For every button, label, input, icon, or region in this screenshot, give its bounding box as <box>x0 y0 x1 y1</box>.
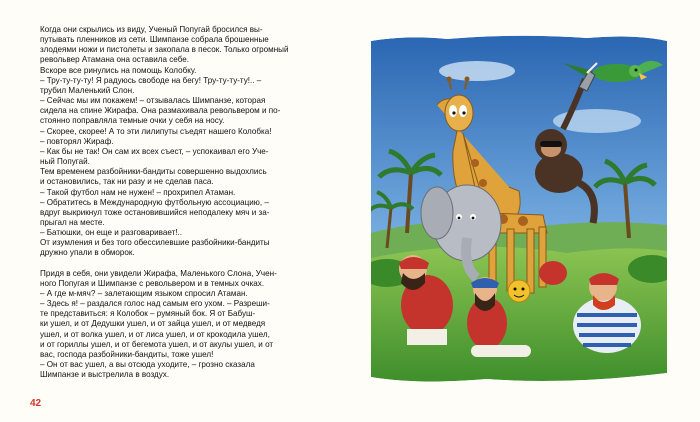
text-line: стоянно поправляла темные очки у себя на носу. <box>40 116 225 126</box>
text-line: трубил Маленький Слон. <box>40 85 135 95</box>
illustration-svg <box>367 33 671 387</box>
text-line: револьвер Атамана она оставила себе. <box>40 55 189 65</box>
story-paragraph <box>30 188 352 198</box>
text-line: дружно упали в обморок. <box>40 248 135 258</box>
page-number: 42 <box>30 398 42 409</box>
text-line: сидела на спине Жирафа. Она размахивала револьвером и по- <box>40 106 281 116</box>
text-line: Тем временем разбойники-бандиты совершенно выдохлись <box>40 167 267 177</box>
text-line: – Батюшки, он еще и разговаривает!.. <box>40 228 183 238</box>
text-line: Шимпанзе и выстрелила в воздух. <box>40 370 170 380</box>
story-paragraph <box>30 147 352 167</box>
kolobok-ball <box>508 280 530 302</box>
text-line: – Здесь я! – раздался голос над самым его ухом. – Разреши- <box>40 299 270 309</box>
story-text <box>30 25 352 380</box>
story-paragraph <box>30 198 352 228</box>
story-paragraph <box>30 299 352 360</box>
text-line: ного Попугая и Шимпанзе с револьвером и в темных очках. <box>40 278 265 288</box>
text-line: От изумления и без того обессилевшие разбойники-бандиты <box>40 238 270 248</box>
story-paragraph <box>30 167 352 187</box>
story-paragraph <box>30 228 352 238</box>
story-paragraph <box>30 127 352 147</box>
text-line: ки ушел, и от Дедушки ушел, и от зайца ушел, и от медведя <box>40 319 266 329</box>
text-line: путывать пленников из сети. Шимпанзе собрала брошенные <box>40 35 269 45</box>
story-paragraph <box>30 76 352 96</box>
text-line: вдруг выкрикнул тоже остановившийся неподалеку мяч и за- <box>40 207 270 217</box>
text-line: злодеями ножи и пистолеты и закопала в песок. Только огромный <box>40 45 289 55</box>
text-line: прыгал на месте. <box>40 217 105 227</box>
story-illustration <box>367 33 671 387</box>
story-paragraph <box>30 269 352 289</box>
story-paragraph <box>30 25 352 66</box>
text-line: Вскоре все ринулись на помощь Колобку. <box>40 65 197 75</box>
text-line: – Обратитесь в Международную футбольную ассоциацию, – <box>40 197 269 207</box>
story-paragraph <box>30 289 352 299</box>
text-line: ушел, и от волка ушел, и от лиса ушел, и от крокодила ушел, <box>40 329 270 339</box>
text-line: – Скорее, скорее! А то эти лилипуты съедят нашего Колобка! <box>40 126 272 136</box>
text-line: – Такой футбол нам не нужен! – прохрипел Атаман. <box>40 187 236 197</box>
text-line: – Тру-ту-ту-ту! Я радуюсь свободе на бегу! Тру-ту-ту-ту!.. – <box>40 75 262 85</box>
story-paragraph <box>30 360 352 380</box>
text-line: ный Попугай. <box>40 157 90 167</box>
story-paragraph <box>30 96 352 126</box>
text-line: вас, господа разбойники-бандиты, тоже ушел! <box>40 349 214 359</box>
text-line: и от гориллы ушел, и от бегемота ушел, и от акулы ушел, и от <box>40 339 274 349</box>
text-line: Когда они скрылись из виду, Ученый Попугай бросился вы- <box>40 25 263 34</box>
text-line: Придя в себя, они увидели Жирафа, Маленького Слона, Учен- <box>40 268 277 278</box>
story-paragraph <box>30 66 352 76</box>
text-line: – Сейчас мы им покажем! – отзывалась Шимпанзе, которая <box>40 96 266 106</box>
text-line: – повторял Жираф. <box>40 136 114 146</box>
text-line: те представиться: я Колобок – румяный бок. Я от Бабуш- <box>40 309 256 319</box>
text-line: – Как бы не так! Он сам их всех съест, – успокаивал его Уче- <box>40 146 269 156</box>
text-line: – Он от вас ушел, а вы отсюда уходите, – грозно сказала <box>40 360 255 369</box>
story-paragraph <box>30 238 352 258</box>
text-line: – А где м-мяч? – залетающим языком спросил Атаман. <box>40 288 248 298</box>
text-line: и остановились, так ни разу и не сделав паса. <box>40 177 214 187</box>
